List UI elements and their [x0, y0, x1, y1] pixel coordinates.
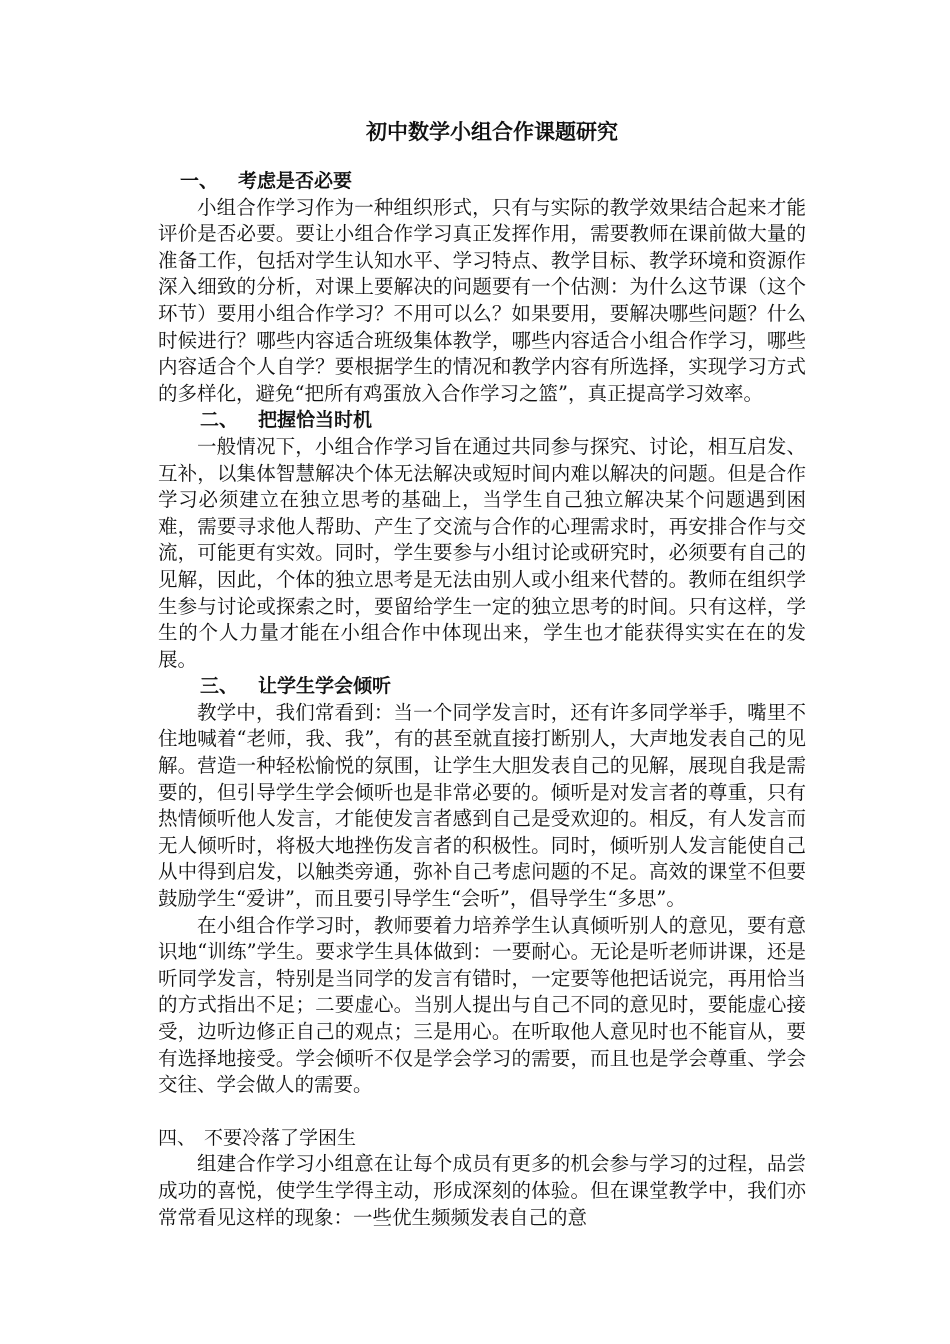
section-4 — [158, 1125, 806, 1231]
section-title: 把握恰当时机 — [258, 409, 373, 432]
section-2 — [158, 407, 806, 673]
section-heading — [158, 673, 806, 700]
section-3 — [158, 673, 806, 1099]
section-1 — [158, 168, 806, 407]
document-page — [158, 118, 806, 1231]
section-heading — [158, 1125, 806, 1152]
paragraph: 教学中，我们常看到：当一个同学发言时，还有许多同学举手，嘴里不住地喊着“老师，我、我”，有的甚至就直接打断别人，大声地发表自己的见解。营造一种轻松愉悦的氛围，让学生大胆发表自己的见解，展现自我是需要的，但引导学生学会倾听也是非常必要的。倾听是对发言者的尊重，只有热情倾听他人发言，才能使发言者感到自己是受欢迎的。相反，有人发言而无人倾听时，将极大地挫伤发言者的积极性。同时，倾听别人发言能使自己从中得到启发，以触类旁通，弥补自己考虑问题的不足。高效的课堂不但要鼓励学生“爱讲”，而且要引导学生“会听”，倡导学生“多思”。 — [158, 700, 806, 911]
section-heading — [158, 168, 806, 195]
section-number: 二、 — [200, 409, 239, 432]
paragraph: 一般情况下，小组合作学习旨在通过共同参与探究、讨论，相互启发、互补，以集体智慧解决个体无法解决或短时间内难以解决的问题。但是合作学习必须建立在独立思考的基础上，当学生自己独立解决某个问题遇到困难，需要寻求他人帮助、产生了交流与合作的心理需求时，再安排合作与交流，可能更有实效。同时，学生要参与小组讨论或研究时，必须要有自己的见解，因此，个体的独立思考是无法由别人或小组来代替的。教师在组织学生参与讨论或探索之时，要留给学生一定的独立思考的时间。只有这样，学生的个人力量才能在小组合作中体现出来，学生也才能获得实实在在的发展。 — [158, 434, 806, 671]
section-title: 不要冷落了学困生 — [204, 1126, 357, 1149]
section-heading — [158, 407, 806, 434]
section-number: 一、 — [180, 170, 219, 192]
paragraph: 在小组合作学习时，教师要着力培养学生认真倾听别人的意见，要有意识地“训练”学生。要求学生具体做到：一要耐心。无论是听老师讲课，还是听同学发言，特别是当同学的发言有错时，一定要等他把话说完，再用恰当的方式指出不足；二要虚心。当别人提出与自己不同的意见时，要能虚心接受，边听边修正自己的观点；三是用心。在听取他人意见时也不能盲从，要有选择地接受。学会倾听不仅是学会学习的需要，而且也是学会尊重、学会交往、学会做人的需要。 — [158, 913, 806, 1097]
document-title: 初中数学小组合作课题研究 — [366, 120, 618, 144]
section-number: 四、 — [158, 1126, 197, 1149]
paragraph: 组建合作学习小组意在让每个成员有更多的机会参与学习的过程，品尝成功的喜悦，使学生学得主动，形成深刻的体验。但在课堂教学中，我们亦常常看见这样的现象：一些优生频频发表自己的意 — [158, 1152, 806, 1229]
section-title: 让学生学会倾听 — [258, 675, 392, 698]
section-title: 考虑是否必要 — [238, 170, 353, 192]
section-number: 三、 — [200, 675, 239, 698]
paragraph: 小组合作学习作为一种组织形式，只有与实际的教学效果结合起来才能评价是否必要。要让小组合作学习真正发挥作用，需要教师在课前做大量的准备工作，包括对学生认知水平、学习特点、教学目标、教学环境和资源作深入细致的分析，对课上要解决的问题要有一个估测：为什么这节课（这个环节）要用小组合作学习？不用可以么？如果要用，要解决哪些问题？什么时候进行？哪些内容适合班级集体教学，哪些内容适合小组合作学习，哪些内容适合个人自学？要根据学生的情况和教学内容有所选择，实现学习方式的多样化，避免“把所有鸡蛋放入合作学习之篮”，真正提高学习效率。 — [158, 195, 806, 405]
